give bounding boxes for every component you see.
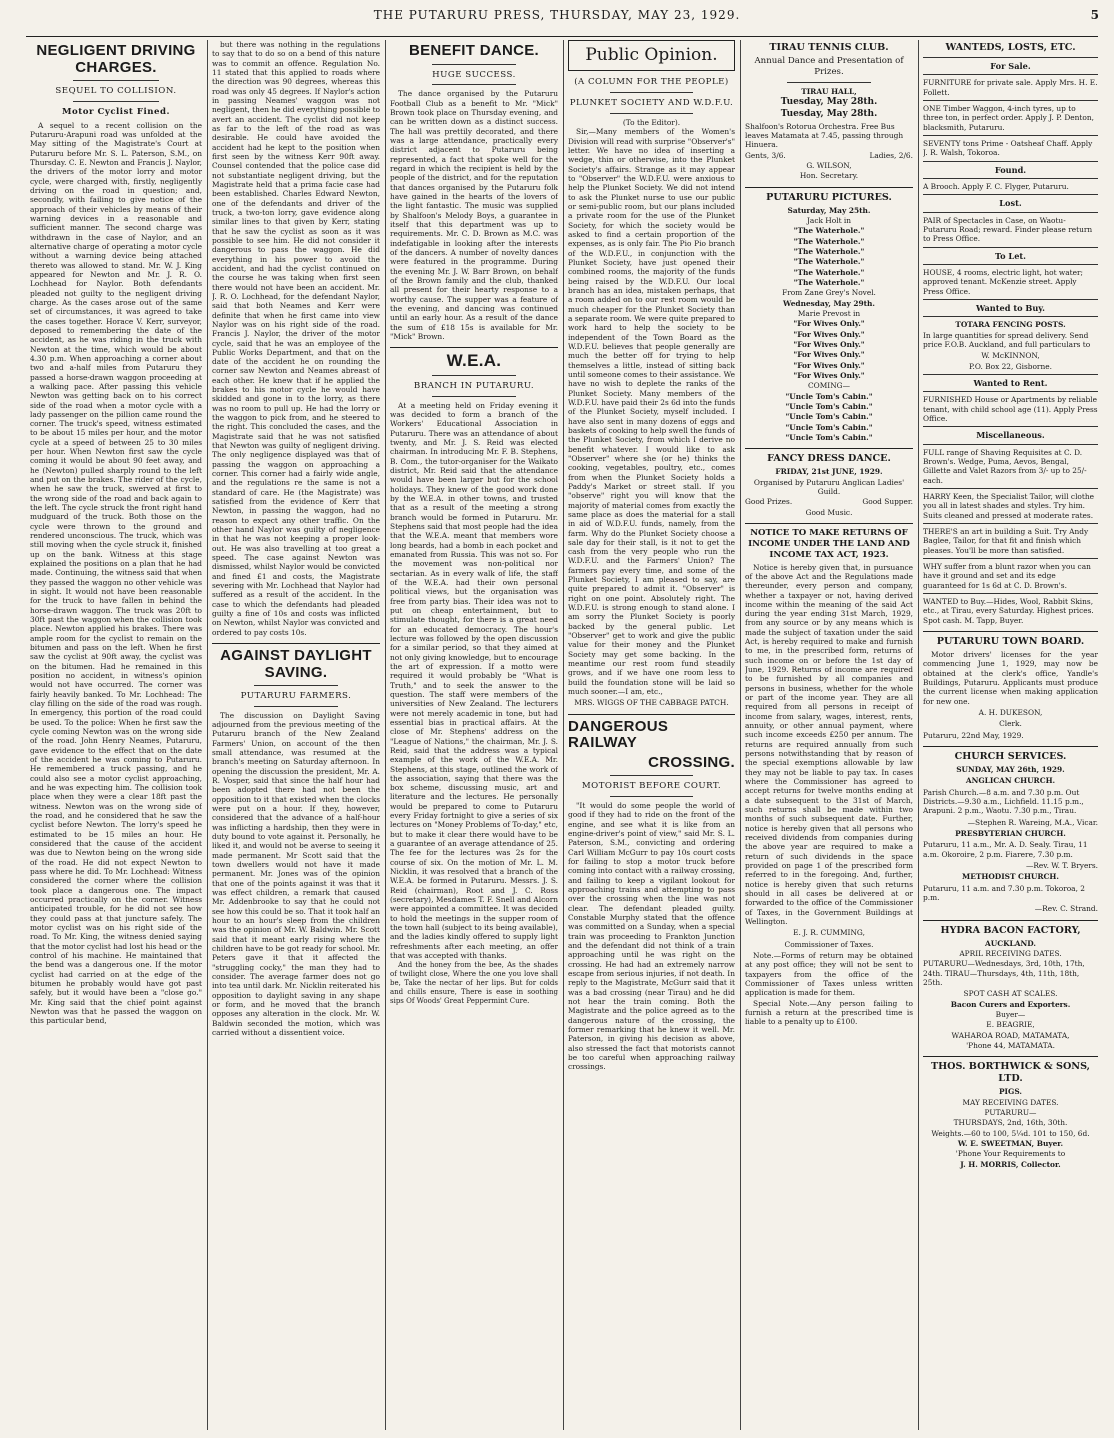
pictures-author1: From Zane Grey's Novel. xyxy=(782,288,876,298)
divider xyxy=(745,523,913,524)
lost-heading: Lost. xyxy=(999,198,1022,209)
misc-item-4: WANTED to Buy.—Hides, Wool, Rabbit Skins, etc., at Tirau, every Saturday. Highest prices. Spot cash. M. Tapp, Buyer. xyxy=(923,596,1094,625)
opinion-title: PLUNKET SOCIETY AND W.D.F.U. xyxy=(569,98,734,109)
buy-heading: Wanted to Buy. xyxy=(976,302,1045,313)
borthwick-place: PUTARURU— xyxy=(984,1108,1037,1118)
railway-heading-2: CROSSING. xyxy=(648,753,735,771)
divider xyxy=(923,161,1098,162)
let-item: HOUSE, 4 rooms, electric light, hot water; approved tenant. McKenzie street. Apply Press Office. xyxy=(923,268,1083,296)
divider xyxy=(73,80,159,81)
hydra-dates-heading: APRIL RECEIVING DATES. xyxy=(959,948,1062,958)
divider xyxy=(254,706,338,707)
notice-title: NOTICE TO MAKE RETURNS OF INCOME UNDER THE LAND AND INCOME TAX ACT, 1923. xyxy=(748,528,910,560)
notice-text: Notice is hereby given that, in pursuance of the above Act and the Regulations made thereunder, every person and company, whether a taxpayer or not, having derived income within the meaning of the said Act during the year ending 31st March, 1929, from any source or by any means which is made the subject of taxation under the said Act, is hereby required to make and furnish to me, in the prescribed form, returns of such income on or before the 1st day of June, 1929. Returns of income are required to be furnished by all companies and persons in business, whether for the whole or part of the income year. They are all required from all persons in receipt of income from salary, wages, interest, rents, annuity, or other annual payment, where such income exceeds £250 per annum. The returns are required annually from such persons notwithstanding that by reason of the special exemptions allowable by law they may not be liable to pay tax. In cases where the Commissioner has agreed to accept returns for twelve months ending at a date subsequent to the 31st of March, such returns shall be made within two months of such subsequent date. Further, notice is hereby given that all persons who received dividends from companies during the above year are required to make a return of such dividends in the space provided on page 1 of the prescribed form referred to in the foregoing. And, further, notice is hereby given that such returns should in all cases be delivered at or forwarded to the office of the Commissioner of Taxes, in the Government Buildings at Wellington. xyxy=(745,562,913,926)
hydra-title: HYDRA BACON FACTORY, xyxy=(940,924,1081,936)
pictures-film2-1: "For Wives Only." xyxy=(793,329,865,339)
pictures-star1: Jack Holt in xyxy=(806,216,852,226)
divider xyxy=(923,488,1098,489)
method-heading: METHODIST CHURCH. xyxy=(962,872,1059,882)
hydra-cash: SPOT CASH AT SCALES. xyxy=(963,989,1058,999)
misc-item-3: WHY suffer from a blunt razor when you can have it ground and set and its edge guaranteed for 1s 6d at C. D. Brown's. xyxy=(923,561,1091,590)
fancy-supper: Good Supper. xyxy=(862,497,913,507)
wea-sub: BRANCH IN PUTARURU. xyxy=(413,380,535,391)
divider xyxy=(610,92,694,93)
column-2 xyxy=(212,40,380,1430)
divider xyxy=(432,375,516,376)
pictures-film1-0: "The Waterhole." xyxy=(793,226,865,236)
negligent-text-a: A sequel to a recent collision on the Putaruru-Arapuni road was unfolded at the May sitting of the Magistrate's Court at Putaruru before Mr. S. L. Paterson, S.M., on Thursday. C. E. Newton and Francis J. Naylor, the drivers of the motor lorry and motor cycle, were charged with, firstly, negligently driving on the road in question; and, secondly, with failing to give notice of the approach of their vehicles by means of their warning devices in a reasonable and sufficient manner. The second charge was withdrawn in the case of Naylor, and an alternative charge of operating a motor cycle without a warning device being attached thereto was allowed to stand. Mr. W. J. King appeared for Newton and Mr. J. R. O. Lochhead for Naylor. Both defendants pleaded not guilty to the negligent driving charge. As the cases arose out of the same set of circumstances, it was agreed to take the cases together. Horace V. Kerr, surveyor, deposed to remembering the date of the accident, as he was riding in the truck with Newton at the time, which would be about 4.30 p.m. When approaching a corner about two and a-half miles from Putaruru they passed a horse-drawn waggon proceeding at a walking pace. After passing this vehicle Newton was getting back on to his correct side of the road when a motor cycle with a lady passenger on the pillion came round the corner. The truck's speed, witness estimated to be about 15 miles per hour, and the motor cycle at a speed of between 25 to 30 miles per hour. When Newton first saw the cycle coming it would be about 90 feet away, and he (Newton) pulled sharply round to the left and put on the brakes. The rider of the cycle, when he saw the truck, swerved at first to the wrong side of the road and back again to the left. The cycle struck the front right hand mudguard of the truck. Both those on the cycle were thrown to the ground and rendered unconscious. The truck, which was still moving when the cycle struck it, finished up on the bank. Witness at this stage explained the positions on a plan that he had made. Continuing, the witness said that when they passed the waggon no other vehicle was in sight. It would not have been reasonable for the truck to have fallen in behind the horse-drawn waggon. The truck was 20ft to 30ft past the waggon when the collision took place. Newton applied his brakes. There was ample room for the cyclist to remain on the bitumen and pass on the left. When he first saw the cyclist at 90ft away, the cyclist was on the bitumen. Had he remained in this position no accident, in witness's opinion would not have occurred. The corner was fairly heavily banked. To Mr. Lochhead: The clay filling on the side of the road was rough. In emergency, this portion of the road could be used. To the police: When he first saw the cycle coming Newton was on the wrong side of the road. John Henry Neames, Putaruru, gave evidence to the effect that on the date of the accident he was coming to Putaruru. He remembered a truck passing, and he could also see a motor cyclist approaching, and he was expecting him. The collision took place when they were a clear 18ft past the witness. Newton was on the wrong side of the road, and he considered that he saw the cyclist before Newton. The lorry's speed he estimated to be 15 miles an hour. He considered that the cause of the accident was due to Newton being on the wrong side of the road. He did not expect Newton to pass where he did. To Mr. Lochhead: Witness considered the corner where the collision took place a dangerous one. The impact occurred practically on the corner. Witness anticipated trouble, for he did not see how they could pass at that juncture safely. The motor cyclist was on his right side of the road. To Mr. King, the witness denied saying that the motor cyclist had lost his head or the control of his machine. He maintained that the bend was a dangerous one. If the motor cyclist had carried on at the edge of the bitumen he probably would have got past safely, but it would have been a "close go." Mr. King said that the chief point against Newton was that he passed the waggon on this particular bend, xyxy=(30,120,202,1026)
masthead xyxy=(0,0,1114,30)
divider xyxy=(923,1056,1098,1057)
divider xyxy=(923,100,1098,101)
pictures-film1-3: "The Waterhole." xyxy=(793,257,865,267)
column-rule xyxy=(207,40,208,1430)
divider xyxy=(432,84,516,85)
townboard-role: Clerk. xyxy=(999,719,1022,729)
borthwick-phone: 'Phone Your Requirements to xyxy=(955,1149,1066,1159)
misc-heading: Miscellaneous. xyxy=(976,430,1045,441)
opinion-editor: (To the Editor). xyxy=(622,118,681,128)
divider xyxy=(923,299,1098,300)
rent-heading: Wanted to Rent. xyxy=(973,377,1048,388)
pictures-film3-0: "Uncle Tom's Cabin." xyxy=(785,391,873,401)
divider xyxy=(745,448,913,449)
tennis-ladies: Ladies, 2/6. xyxy=(869,150,913,160)
tennis-gents: Gents, 3/6. xyxy=(745,150,786,160)
wanted-title: WANTEDS, LOSTS, ETC. xyxy=(945,42,1076,53)
anglican-text: Parish Church.—8 a.m. and 7.30 p.m. Out Districts.—9.30 a.m., Lichfield. 11.15 p.m., Arapuni. 2 p.m., Waotu. 7.30 p.m., Tirau. xyxy=(923,787,1084,816)
benefit-heading: BENEFIT DANCE. xyxy=(408,42,540,59)
column-rule xyxy=(740,40,741,1430)
misc-item-2: THERE'S an art in building a Suit. Try Andy Baglee, Tailor, for that fit and finish which pleases. You'll be more than satisfied. xyxy=(923,526,1089,555)
divider xyxy=(73,101,159,102)
railway-text: "It would do some people the world of good if they had to ride on the front of the engine, and see what it is like from an engine-driver's point of view," said Mr. S. L. Paterson, S.M., convicting and ordering Carl William McGurr to pay 10s court costs for failing to stop a motor truck before coming into contact with a railway crossing, and failing to keep a vigilant lookout for approaching trains and attempting to pass over the crossing when the line was not clear. The defendant pleaded guilty. Constable Murphy stated that the offence was committed on a Sunday, when a special train was proceeding to Frankton Junction and the defendant did not think of a train approaching until he was right on the crossing. He had had an extremely narrow escape from serious injuries, if not death. In reply to the Magistrate, McGurr said that it was a bad crossing (near Tirau) and he did not hear the train coming. Both the Magistrate and the police agreed as to the dangerous nature of the crossing, the former remarking that he knew it well. Mr. Paterson, in giving his decision as above, also stressed the fact that motorists cannot be too careful when approaching railway crossings. xyxy=(568,801,735,1072)
anglican-sig: —Stephen R. Wareing, M.A., Vicar. xyxy=(967,817,1098,827)
tennis-orchestra: Shalfoon's Rotorua Orchestra. Free Bus leaves Matamata at 7.45, passing through Hinuera. xyxy=(745,121,904,150)
divider xyxy=(432,396,516,397)
notice-note1: Note.—Forms of return may be obtained at any post office; they will not be sent to taxpayers from the office of the Commissioner of Taxes unless written application is made for them. xyxy=(745,950,913,998)
divider xyxy=(923,212,1098,213)
presby-text: Putaruru, 11 a.m., Mr. A. D. Sealy. Tirau, 11 a.m. Okoroire, 2 p.m. Fiarere, 7.30 p.m. xyxy=(923,840,1088,859)
column-6 xyxy=(923,40,1098,1430)
divider xyxy=(390,347,558,348)
church-date: SUNDAY, MAY 26th, 1929. xyxy=(956,764,1065,774)
fancy-prizes: Good Prizes. xyxy=(745,497,793,507)
townboard-title: PUTARURU TOWN BOARD. xyxy=(936,635,1085,647)
divider xyxy=(923,74,1098,75)
divider xyxy=(568,714,735,715)
divider xyxy=(923,57,1098,58)
divider xyxy=(212,643,380,644)
townboard-date: Putaruru, 22nd May, 1929. xyxy=(923,730,1024,740)
opinion-text: Sir,—Many members of the Women's Division will read with surprise "Observer's" letter. We have no idea of inserting a wedge, thin or otherwise, into the Plunket Society's affairs. Strange as it may appear to "Observer" the W.D.F.U. were anxious to help the Plunket Society. We did not intend to ask the Plunket nurse to use our public or semi-public room, but our plans included a private room for the use of the Plunket Society, for which the society would be asked to find a certain proportion of the expenses, as is only fair. The Pio Pio branch of the W.D.F.U., in conjunction with the Plunket Society, have just opened their combined rooms, the majority of the funds being raised by the W.D.F.U. Our local branch has an idea, mistaken perhaps, that a room added on to our rest room would be much cheaper for the Plunket Society than a separate room. We were quite prepared to work hard to help the society to be independent of the Town Board as the W.D.F.U. believes that people generally are much the better off for trying to help themselves a little, instead of sitting back until someone comes to their assistance. We have no wish to deplete the ranks of the Plunket Society. Many members of the W.D.F.U. have paid their 2s 6d into the funds of the Plunket Society, myself included. I have also sent in many dozens of eggs and baskets of cooking to help swell the funds of the Plunket Society, from which I derive no benefit whatever. I would like to ask "Observer" where she (or he) thinks the cooking, vegetables, poultry, etc., comes from when the Plunket Society holds a Paddy's Market or street stall. If you "observe" right you will know that the majority of material comes from exactly the same place as does the material for a stall in aid of W.D.F.U. funds, namely, from the farm. Why do the Plunket Society choose a sale day for their stall, is it not to get the cash from the very people who run the W.D.F.U. and the Farmers' Union? The farmers pay every time, and some of the Plunket Society, I am pleased to say, are quite prepared to admit it. "Observer" is right on one point. Absolutely right. The W.D.F.U. is strong enough to stand alone. I am sorry the Plunket Society is poorly backed by the general public. Let "Observer" get to work and give the public value for their money and the Plunket Society may get some backing. In the meantime our rest room fund steadily grows, and if we have one room less to build the foundation stone will be laid so much sooner.—I am, etc., xyxy=(568,127,735,697)
hydra-bacon: Bacon Curers and Exporters. xyxy=(950,999,1071,1009)
found-heading: Found. xyxy=(994,164,1027,175)
tennis-sec-name: G. WILSON, xyxy=(806,161,852,171)
daylight-heading: AGAINST DAYLIGHT SAVING. xyxy=(220,647,372,681)
sale-item-2: SEVENTY tons Prime - Oatsheaf Chaff. Apply J. R. Walsh, Tokoroa. xyxy=(923,139,1093,158)
borthwick-pigs: PIGS. xyxy=(999,1087,1022,1097)
tennis-line1: Annual Dance and Presentation of Prizes. xyxy=(754,56,904,77)
column-rule xyxy=(918,40,919,1430)
divider xyxy=(432,64,516,65)
tennis-date-2: Tuesday, May 28th. xyxy=(780,109,878,120)
column-1 xyxy=(30,40,202,1430)
sale-item-1: ONE Timber Waggon, 4-inch tyres, up to three ton, in perfect order. Apply J. P. Denton, blacksmith, Putaruru. xyxy=(923,104,1094,132)
pictures-film2-4: "For Wives Only." xyxy=(793,360,865,370)
tennis-sec-title: Hon. Secretary. xyxy=(799,171,859,181)
borthwick-title: THOS. BORTHWICK & SONS, LTD. xyxy=(930,1061,1091,1085)
fancy-line xyxy=(745,497,913,506)
divider xyxy=(923,316,1098,317)
divider xyxy=(923,631,1098,632)
pictures-film1-2: "The Waterhole." xyxy=(793,247,865,257)
divider xyxy=(610,775,694,776)
column-5 xyxy=(745,40,913,1430)
sale-item-0: FURNITURE for private sale. Apply Mrs. H. E. Follett. xyxy=(923,78,1098,97)
lost-item: PAIR of Spectacles in Case, on Waotu-Putaruru Road; reward. Finder please return to Press Office. xyxy=(923,215,1093,244)
tennis-prices xyxy=(745,151,913,160)
misc-item-0: FULL range of Shaving Requisites at C. D. Brown's. Wedge, Puma, Aevos, Bengal, Gillette and Valet Razors from 3/- up to 25/- each. xyxy=(923,447,1087,485)
presby-heading: PRESBYTERIAN CHURCH. xyxy=(955,828,1066,838)
divider xyxy=(923,444,1098,445)
negligent-sub2: Motor Cyclist Fined. xyxy=(62,106,170,117)
hydra-city: AUCKLAND. xyxy=(985,938,1036,948)
borthwick-name: W. E. SWEETMAN, Buyer. xyxy=(957,1139,1064,1149)
column-rule xyxy=(385,40,386,1430)
tennis-title: TIRAU TENNIS CLUB. xyxy=(769,42,889,53)
hydra-dates: PUTARURU—Wednesdays, 3rd, 10th, 17th, 24th. TIRAU—Thursdays, 4th, 11th, 18th, 25th. xyxy=(923,959,1085,987)
pictures-film2-3: "For Wives Only." xyxy=(793,350,865,360)
borthwick-collector: J. H. MORRIS, Collector. xyxy=(960,1159,1061,1169)
pictures-film1-1: "The Waterhole." xyxy=(793,236,865,246)
divider xyxy=(923,426,1098,427)
pictures-title: PUTARURU PICTURES. xyxy=(766,191,892,203)
fancy-title: FANCY DRESS DANCE. xyxy=(767,453,891,465)
church-title: CHURCH SERVICES. xyxy=(954,750,1067,762)
buy-text: In large quantities for spread delivery. Send price F.O.B. Auckland, and full particulars to xyxy=(923,330,1091,349)
fancy-date: FRIDAY, 21st JUNE, 1929. xyxy=(775,467,883,477)
borthwick-dates: THURSDAYS, 2nd, 16th, 30th. xyxy=(953,1118,1068,1128)
divider xyxy=(254,685,338,686)
divider xyxy=(923,593,1098,594)
divider xyxy=(923,178,1098,179)
pictures-star2: Marie Prevost in xyxy=(797,309,861,319)
fancy-org: Organised by Putaruru Anglican Ladies' Guild. xyxy=(753,477,905,497)
fancy-music: Good Music. xyxy=(805,507,853,517)
opinion-sub: (A COLUMN FOR THE PEOPLE) xyxy=(574,77,729,88)
opinion-heading: Public Opinion. xyxy=(568,40,735,71)
notice-sig-name: E. J. R. CUMMING, xyxy=(793,928,865,938)
hydra-name: E. BEAGRIE, xyxy=(986,1020,1035,1030)
pictures-film2-0: "For Wives Only." xyxy=(793,319,865,329)
wea-heading: W.E.A. xyxy=(446,351,502,371)
presby-sig: —Rev. W. T. Bryers. xyxy=(1025,860,1098,870)
daylight-sub: PUTARURU FARMERS. xyxy=(240,691,352,701)
daylight-text: The discussion on Daylight Saving adjourned from the previous meeting of the Putaruru branch of the New Zealand Farmers' Union, on account of the then small attendance, was resumed at the branch's meeting on Saturday afternoon. In opening the discussion the president, Mr. A. R. Vosper, said that since the half hour had been adopted there had not been the opposition to it that existed when the clocks were put on a hour. If they, however, considered that the advance of a half-hour was inflicting a hardship, then they were in duty bound to vote against it. Personally, he liked it, and would not be averse to seeing it made permanent. Mr Scott said that the town dwellers would not have it made permanent. Mr. Jones was of the opinion that one of the points against it was that it was effect children, a remark that caused Mr. Addenbrooke to say that he could not see how this could be so. That it took half an hour to an hour's sleep from the children was the opinion of Mr. W. Baldwin. Mr. Scott said that it meant early rising where the children have to be got ready for school. Mr. Peters gave it that it affected the "struggling cocky," the man they had to consider. The average farmer does not go into tea until dark. Mr. Nicklin reiterated his opposition to daylight saving in any shape or form, and he moved that the branch opposes any alteration in the clock. Mr. W. Baldwin seconded the motion, which was carried without a dissentient voice. xyxy=(212,710,380,1037)
anglican-heading: ANGLICAN CHURCH. xyxy=(965,776,1056,786)
townboard-text: Motor drivers' licenses for the year commencing June 1, 1929, may now be obtained at the clerk's office, Yandle's Buildings, Putaruru. Applicants must produce the current license when making application for new one. xyxy=(923,649,1098,706)
divider xyxy=(923,135,1098,136)
divider xyxy=(923,920,1098,921)
railway-heading-1: DANGEROUS RAILWAY xyxy=(568,717,669,752)
divider xyxy=(923,247,1098,248)
for-sale-heading: For Sale. xyxy=(990,61,1031,72)
let-heading: To Let. xyxy=(994,250,1027,261)
hydra-addr: WAHAROA ROAD, MATAMATA, xyxy=(951,1030,1070,1040)
wea-verse: And the honey from the bee, As the shades of twilight close, Where the one you love shall be, Take the nectar of her lips. But for colds and chills ensure, There is ease in soothing sips Of Woods' Great Peppermint Cure. xyxy=(390,961,558,1005)
pictures-film2-2: "For Wives Only." xyxy=(793,340,865,350)
column-rule xyxy=(563,40,564,1430)
divider xyxy=(923,391,1098,392)
divider xyxy=(745,187,913,188)
pictures-date1: Saturday, May 25th. xyxy=(787,205,871,215)
divider xyxy=(610,796,694,797)
masthead-title: THE PUTARURU PRESS, THURSDAY, MAY 23, 1929. xyxy=(373,8,741,22)
townboard-name: A. H. DUKESON, xyxy=(978,707,1043,717)
benefit-text: The dance organised by the Putaruru Football Club as a benefit to Mr. "Mick" Brown took place on Thursday evening, and can be written down as a distinct success. The hall was prettily decorated, and there was a large attendance, practically every district adjacent to Putaruru being represented, a fact that spoke well for the regard in which the recipient is held by the people of the district, and for the reputation that dances organised by the Putaruru folk have gained in the hearts of the lovers of the light fantastic. The music was supplied by Shalfoon's Melody Boys, a guarantee in itself that this department was up to requirements. Mr. C. D. Brown as M.C. was indefatigable in looking after the interests of the dancers. A number of novelty dances were featured in the programme. During the evening Mr. J. W. Barr Brown, on behalf of the Brown family and the club, thanked all present for their hearty response to a worthy cause. The supper was a feature of the evening, and dancing was continued until an early hour. As a result of the dance the sum of £18 15s is available for Mr. "Mick" Brown. xyxy=(390,89,558,341)
divider xyxy=(923,374,1098,375)
pictures-coming: COMING— xyxy=(808,381,850,391)
divider xyxy=(923,194,1098,195)
buy-addr: P.O. Box 22, Gisborne. xyxy=(969,361,1052,371)
pictures-film3-4: "Uncle Tom's Cabin." xyxy=(785,432,873,442)
tennis-hall: TIRAU HALL, xyxy=(801,86,857,96)
column-3 xyxy=(390,40,558,1430)
pictures-film1-5: "The Waterhole." xyxy=(793,278,865,288)
wea-text: At a meeting held on Friday evening it was decided to form a branch of the Workers' Educational Association in Putaruru. There was an attendance of about twenty, and Mr. J. S. Reid was elected chairman. In introducing Mr. F. B. Stephens, B. Com., the tutor-organiser for the Waikato district, Mr. Reid said that the attendance would have been larger but for the school holidays. They knew of the good work done by the W.E.A. in other towns, and trusted that as a result of the meeting a strong branch would be formed in Putaruru. Mr. Stephens said that most people had the idea that the W.E.A. meant that members wore long beards, had a bomb in each pocket and emanated from Russia. This was not so. For the movement was non-political nor sectarian. As in every walk of life, the staff of the W.E.A. had their own personal political views, but the organisation was free from party bias. Their idea was not to put on cheap entertainment, but to stimulate thought, for there is a great need for an educated democracy. The hour's lecture was followed by the open discussion for a similar period, so that they aimed at not only giving knowledge, but to encourage the art of expression. If a motto were required it would probably be "What is Truth," and to seek the answer to the question. The staff were members of the universities of New Zealand. The lecturers were not merely academic in tone, but had essential bias in practical affairs. At the close of Mr. Stephens' address on the "League of Nations," the chairman, Mr. J. S. Reid, said that the address was a typical example of the work of the W.E.A. Mr. Stephens, at this stage, outlined the work of the association, saying that there was the box scheme, discussing music, art and literature and the lectures. He personally would be prepared to come to Putaruru every Friday fortnight to give a series of six lectures on "Money Problems of To-day," etc, but to make it clear there would have to be a guarantee of an average attendance of 25. The fee for the lectures was 2s for the course of six. On the motion of Mr. L. M. Nicklin, it was resolved that a branch of the W.E.A. be formed in Putaruru. Messrs. J. S. Reid (chairman), Root and J. C. Ross (secretary), Mesdames T. F. Snell and Alcorn were appointed a committee. It was decided to hold the meetings in the supper room of the town hall (subject to its being available), and the ladies kindly offered to supply light refreshments after each meeting, an offer that was accepted with thanks. xyxy=(390,400,558,961)
hydra-phone: 'Phone 44, MATAMATA. xyxy=(966,1040,1055,1050)
pictures-film3-2: "Uncle Tom's Cabin." xyxy=(785,412,873,422)
borthwick-weights: Weights.—60 to 100, 5¼d. 101 to 150, 6d. xyxy=(931,1128,1090,1138)
column-4 xyxy=(568,40,735,1430)
misc-item-1: HARRY Keen, the Specialist Tailor, will clothe you all in latest shades and styles. Try him. Suits cleaned and pressed at moderate rates. xyxy=(923,491,1094,520)
negligent-sub: SEQUEL TO COLLISION. xyxy=(55,86,177,96)
pictures-date2: Wednesday, May 29th. xyxy=(783,298,875,308)
benefit-sub: HUGE SUCCESS. xyxy=(432,69,516,80)
hydra-buyer: Buyer— xyxy=(995,1009,1026,1019)
pictures-film2-5: "For Wives Only." xyxy=(793,371,865,381)
borthwick-dates-heading: MAY RECEIVING DATES. xyxy=(962,1097,1059,1107)
found-item: A Brooch. Apply F. C. Flyger, Putaruru. xyxy=(923,182,1069,192)
method-sig: —Rev. C. Strand. xyxy=(1034,904,1098,914)
negligent-heading: NEGLIGENT DRIVING CHARGES. xyxy=(36,42,196,76)
buy-title: TOTARA FENCING POSTS. xyxy=(955,320,1066,330)
pictures-film3-1: "Uncle Tom's Cabin." xyxy=(785,402,873,411)
method-text: Putaruru, 11 a.m. and 7.30 p.m. Tokoroa, 2 p.m. xyxy=(923,883,1085,902)
opinion-signature: MRS. WIGGS OF THE CABBAGE PATCH. xyxy=(574,698,729,708)
rent-item: FURNISHED House or Apartments by reliable tenant, with child school age (11). Apply Press Office. xyxy=(923,395,1098,423)
divider xyxy=(610,113,694,114)
divider xyxy=(923,264,1098,265)
masthead-rule xyxy=(26,36,1098,37)
tennis-date: Tuesday, May 28th. xyxy=(780,97,878,108)
railway-sub: MOTORIST BEFORE COURT. xyxy=(581,781,722,792)
divider xyxy=(923,558,1098,559)
pictures-film1-4: "The Waterhole." xyxy=(793,267,865,277)
pictures-film3-3: "Uncle Tom's Cabin." xyxy=(785,422,873,432)
divider xyxy=(923,746,1098,747)
divider xyxy=(787,82,871,83)
notice-sig-title: Commissioner of Taxes. xyxy=(784,939,874,949)
page-number: 5 xyxy=(1090,8,1100,22)
divider xyxy=(923,523,1098,524)
notice-note2: Special Note.—Any person failing to furnish a return at the prescribed time is liable to a penalty up to £100. xyxy=(745,998,913,1027)
buy-name: W. McKINNON, xyxy=(981,351,1040,361)
negligent-text-b: but there was nothing in the regulations to say that to do so on a bend of this nature was to commit an offence. Regulation No. 11 stated that this applied to roads where the direction was 90 degrees, whereas this road was only 45 degrees. If Naylor's action in passing Neames' waggon was not negligent, then he did everything possible to avert an accident. The cyclist did not keep as far to the left of the road as was desirable. He could have avoided the accident had he kept to the position when first seen by the witness Kerr 90ft away. Counsel contended that the police case did not substantiate negligent driving, but the Magistrate held that a prima facie case had been established. Charles Edward Newton, one of the defendants and driver of the truck, a two-ton lorry, gave evidence along similar lines to that given by Kerr, stating that he saw the cyclist as soon as it was possible to see him. He did not consider it dangerous to pass the waggon. He did everything in his power to avoid the accident, and had the cyclist continued on the course he was taking when first seen there would not have been an accident. Mr. J. R. O. Lochhead, for the defendant Naylor, said that both Neames and Kerr were definite that when he first came into view Naylor was on his right side of the road. Francis J. Naylor, the driver of the motor cycle, said that he was an employee of the Public Works Department, and that on the date of the accident he on rounding the corner saw Newton and Neames abreast of each other. He knew that if he applied the brakes to his motor cycle he would have skidded and gone in to the lorry, as there was no room to pull up. He had the lorry or the waggon to pick from, and he steered to the right. This concluded the cases, and the Magistrate said that he was not satisfied that Newton was guilty of negligent driving. The only negligence displayed was that of passing the waggon on approaching a corner. This corner had a fairly wide angle, and the regulations re the same is not a standard of care. He (the Magistrate) was satisfied from the evidence of Kerr that Newton, in passing the waggon, had no reason to expect any other traffic. On the other hand Naylor was guilty of negligence in that he was not keeping a proper look-out. He was also travelling at too great a speed. The case against Newton was dismissed, whilst Naylor would be convicted and fined £1 and costs, the Magistrate severing with Mr. Lochhead that Naylor had suffered as a result of the accident. In the case to which the defendants had pleaded guilty a fine of 10s and costs was inflicted on Newton, whilst Naylor was convicted and ordered to pay costs 10s. xyxy=(212,40,380,637)
